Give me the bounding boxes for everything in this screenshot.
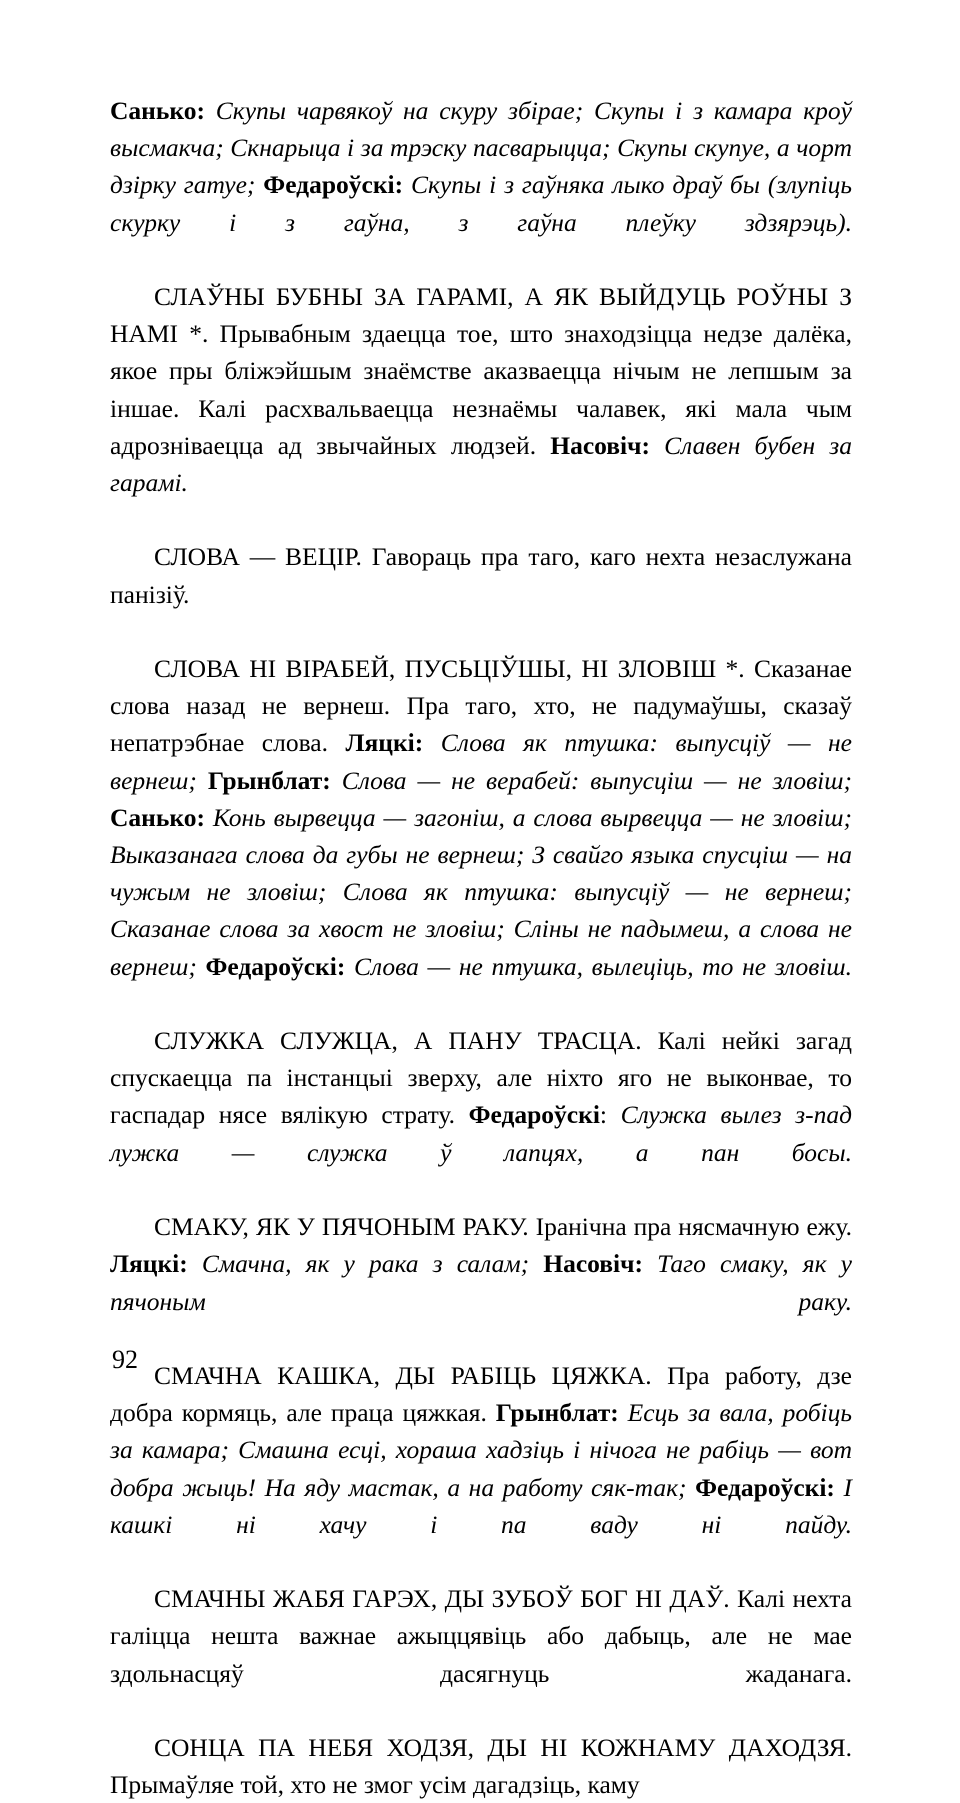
- entry-headword: СМАЧНА КАШКА, ДЫ РАБІЦЬ ЦЯЖКА: [154, 1360, 646, 1390]
- source-attribution: Федароўскі:: [263, 170, 404, 200]
- entry-headword: СЛУЖКА СЛУЖЦА, А ПАНУ ТРАСЦА: [154, 1026, 636, 1056]
- quoted-proverb: І кашкі ні хачу і па ваду ні пайду.: [110, 1472, 852, 1539]
- dictionary-entry: [110, 1208, 852, 1357]
- quoted-proverb: Слова — не верабей: выпусціш — не зловіш;: [330, 765, 852, 795]
- entry-definition: . Іранічна пра нясмачную ежу.: [522, 1212, 852, 1242]
- entry-headword: СОНЦА ПА НЕБЯ ХОДЗЯ, ДЫ НІ КОЖНАМУ ДАХОДЗЯ: [154, 1732, 846, 1762]
- entry-definition: . Калі нехта галіцца нешта важнае ажыццявіць або дабыць, але не мае здольнасцяў дасягнуць жаданага.: [110, 1584, 852, 1688]
- entry-definition: . Сказанае слова назад не вернеш. Пра таго, хто, не падумаўшы, сказаў непатрэбнае слова.: [110, 654, 852, 758]
- entry-definition: . Пра работу, дзе добра кормяць, але праца цяжкая.: [110, 1360, 852, 1428]
- source-attribution: Ляцкі:: [110, 1249, 188, 1279]
- dictionary-entry: [110, 92, 852, 278]
- source-attribution: Санько:: [110, 96, 205, 125]
- quoted-proverb: Скупы чарвякоў на скуру збірае; Скупы і з камара кроў высмакча; Скнарыца і за трэску пасварыцца; Скупы скупуе, а чорт дзірку гатуе;: [110, 96, 852, 200]
- quoted-proverb: Таго смаку, як у пячоным раку.: [110, 1249, 852, 1316]
- dictionary-entry: [110, 1580, 852, 1729]
- quoted-proverb: Славен бубен за гарамі.: [110, 430, 852, 498]
- page-text-column: [110, 92, 852, 1803]
- source-attribution: Грынблат:: [495, 1398, 619, 1428]
- quoted-proverb: Слова як птушка: выпусціў — не вернеш;: [110, 728, 852, 795]
- source-attribution: Федароўскі:: [695, 1472, 835, 1502]
- source-attribution: Насовіч:: [543, 1249, 643, 1279]
- quoted-proverb: Служка вылез з-пад лужка — служка ў лапцях, а пан босы.: [110, 1100, 852, 1167]
- entry-definition: . Прымаўляе той, хто не змог усім дагадзіць, каму: [110, 1732, 852, 1800]
- entry-headword: СЛОВА — ВЕЦІР: [154, 542, 356, 572]
- entry-headword: СМАКУ, ЯК У ПЯЧОНЫМ РАКУ: [154, 1212, 523, 1242]
- source-attribution: Насовіч:: [550, 430, 650, 460]
- entry-definition: :: [599, 1100, 621, 1130]
- entry-headword: СЛОВА НІ ВІРАБЕЙ, ПУСЬЦІЎШЫ, НІ ЗЛОВІШ *: [154, 654, 739, 684]
- source-attribution: Грынблат:: [207, 765, 331, 795]
- entry-headword: СЛАЎНЫ БУБНЫ ЗА ГАРАМІ, А ЯК ВЫЙДУЦЬ РОЎНЫ З НАМІ *: [110, 282, 852, 349]
- dictionary-entry: [110, 1729, 852, 1803]
- page-number: 92: [112, 1345, 138, 1374]
- entry-definition: . Калі нейкі загад спускаецца па інстанцыі зверху, але ніхто яго не выконвае, то гаспадар нясе вялікую страту.: [110, 1026, 852, 1130]
- entry-definition: . Гавораць пра таго, каго нехта незаслужана панізіў.: [110, 542, 853, 609]
- source-attribution: Ляцкі:: [345, 728, 424, 758]
- entry-headword: СМАЧНЫ ЖАБЯ ГАРЭХ, ДЫ ЗУБОЎ БОГ НІ ДАЎ: [154, 1584, 724, 1614]
- quoted-proverb: Смачна, як у рака з салам;: [187, 1249, 544, 1279]
- quoted-proverb: Есць за вала, робіць за камара; Смашна есці, хораша хадзіць і нічога не рабіць — вот добра жыць! На яду мастак, а на работу сяк-так;: [110, 1398, 852, 1502]
- dictionary-entry: [110, 278, 852, 538]
- quoted-proverb: Слова — не птушка, вылеціць, то не зловіш.: [345, 951, 852, 981]
- dictionary-entry: [110, 538, 852, 650]
- source-attribution: Федароўскі: [468, 1100, 600, 1130]
- dictionary-entry: [110, 1022, 852, 1208]
- quoted-proverb: Конь вырвецца — загоніш, а слова вырвецца — не зловіш; Выказанага слова да губы не вернеш; З свайго языка спусціш — на чужым не зловіш; Слова як птушка: выпусціў — не вернеш; Сказанае слова за хвост не зловіш; Сліны не падымеш, а слова не вернеш;: [110, 802, 852, 981]
- dictionary-entry: [110, 1357, 852, 1580]
- quoted-proverb: Скупы і з гаўняка лыко драў бы (злупіць скурку і з гаўна, з гаўна плеўку здзярэць).: [110, 170, 852, 237]
- source-attribution: Федароўскі:: [205, 951, 346, 981]
- dictionary-entry: [110, 650, 852, 1022]
- entry-definition: . Прывабным здаецца тое, што знаходзіцца недзе далёка, якое пры бліжэйшым знаёмстве аказваецца нічым не лепшым за іншае. Калі расхвальваецца незнаёмы чалавек, які мала чым адрозніваецца ад звычайных людзей.: [110, 319, 852, 460]
- source-attribution: Санько:: [110, 802, 205, 832]
